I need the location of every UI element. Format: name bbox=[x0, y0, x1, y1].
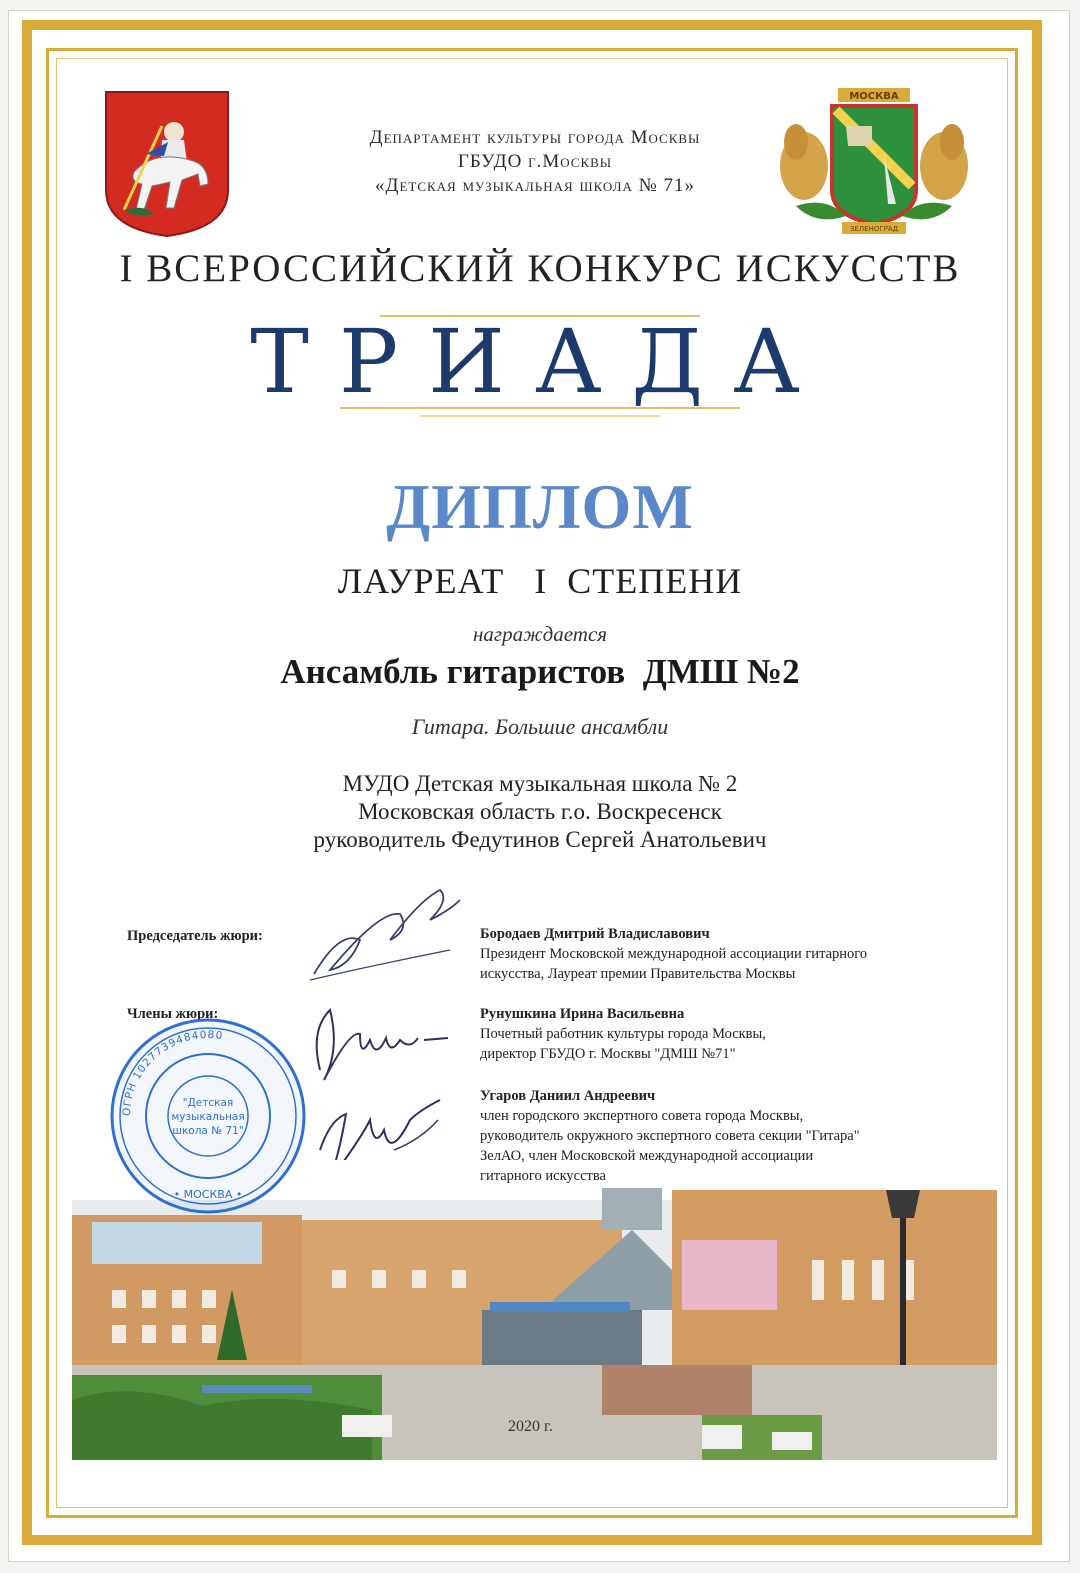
jury-member-1-name: Рунушкина Ирина Васильевна bbox=[480, 1006, 685, 1022]
jury-member-1-line-1: Почетный работник культуры города Москвы, bbox=[480, 1026, 766, 1042]
school-line-2: Московская область г.о. Воскресенск bbox=[358, 799, 722, 824]
award-text: награждается bbox=[472, 622, 608, 646]
dept-line-1: Департамент культуры города Москвы bbox=[369, 127, 701, 148]
jury-members-label: Члены жюри: bbox=[127, 1006, 219, 1022]
recipient-name: Ансамбль гитаристов ДМШ №2 bbox=[280, 652, 800, 691]
contest-name: ТРИАДА bbox=[250, 310, 830, 413]
contest-title: I ВСЕРОССИЙСКИЙ КОНКУРС ИСКУССТВ bbox=[119, 247, 961, 290]
school-line-1: МУДО Детская музыкальная школа № 2 bbox=[342, 771, 738, 796]
moscow-coat-of-arms-icon bbox=[104, 90, 230, 238]
signature-member-1 bbox=[300, 990, 460, 1090]
jury-member-1-line-2: директор ГБУДО г. Москвы "ДМШ №71" bbox=[480, 1046, 736, 1062]
jury-member-1 bbox=[480, 1004, 766, 1064]
svg-text:МОСКВА: МОСКВА bbox=[849, 91, 899, 102]
svg-text:"Детская: "Детская bbox=[182, 1097, 234, 1109]
jury-member-2-name: Угаров Даниил Андреевич bbox=[480, 1088, 656, 1104]
zelenograd-emblem-icon bbox=[776, 86, 972, 240]
school-info bbox=[0, 770, 1080, 854]
nomination-category: Гитара. Большие ансамбли bbox=[411, 714, 669, 739]
diploma-title: ДИПЛОМ bbox=[386, 471, 694, 542]
school-seal-icon bbox=[108, 1016, 308, 1216]
dept-line-3: «Детская музыкальная школа № 71» bbox=[374, 175, 695, 196]
svg-text:школа № 71": школа № 71" bbox=[172, 1125, 244, 1137]
signature-chair bbox=[300, 870, 470, 990]
svg-text:ЗЕЛЕНОГРАД: ЗЕЛЕНОГРАД bbox=[849, 225, 899, 233]
jury-member-2-line-1: член городского экспертного совета города Москвы, bbox=[480, 1108, 804, 1124]
year: 2020 г. bbox=[508, 1418, 553, 1435]
svg-text:ОГРН 1027739484080: ОГРН 1027739484080 bbox=[120, 1028, 225, 1117]
jury-chair-label: Председатель жюри: bbox=[127, 928, 263, 944]
dept-line-2: ГБУДО г.Москвы bbox=[457, 151, 613, 172]
jury-member-2-line-3: ЗелАО, член Московской международной ассоциации bbox=[480, 1148, 814, 1164]
school-line-3: руководитель Федутинов Сергей Анатольевич bbox=[313, 827, 767, 852]
jury-chair-name: Бородаев Дмитрий Владиславович bbox=[480, 926, 710, 942]
jury-chair bbox=[480, 924, 867, 984]
svg-text:• МОСКВА •: • МОСКВА • bbox=[173, 1188, 243, 1201]
jury-chair-line-2: искусства, Лауреат премии Правительства Москвы bbox=[480, 966, 796, 982]
department-header bbox=[290, 126, 780, 198]
laureate-degree: ЛАУРЕАТ I СТЕПЕНИ bbox=[337, 561, 743, 601]
jury-member-2-line-2: руководитель окружного экспертного совета секции "Гитара" bbox=[480, 1128, 860, 1144]
jury-member-2-line-4: гитарного искусства bbox=[480, 1168, 606, 1184]
jury-chair-line-1: Президент Московской международной ассоциации гитарного bbox=[480, 946, 868, 962]
svg-text:музыкальная: музыкальная bbox=[171, 1111, 245, 1123]
jury-member-2 bbox=[480, 1086, 860, 1186]
